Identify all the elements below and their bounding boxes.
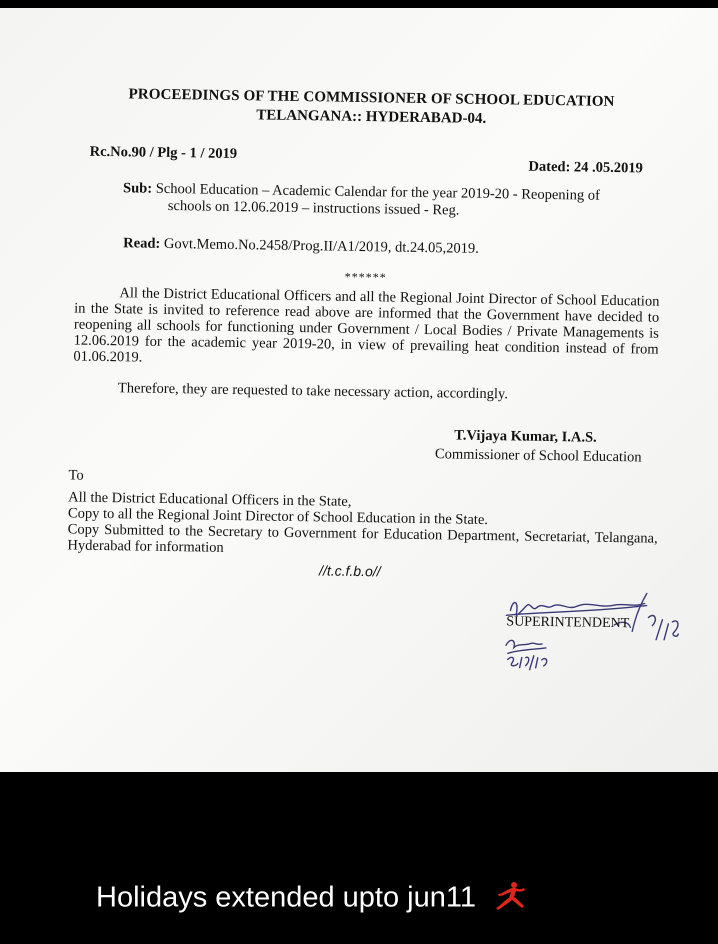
subject-line-1: School Education – Academic Calendar for the year 2019-20 - Reopening of [155,180,600,204]
dancer-icon [492,880,526,918]
therefore-line: Therefore, they are requested to take necessary action, accordingly. [117,380,509,403]
title-line-1: PROCEEDINGS OF THE COMMISSIONER OF SCHOOL EDUCATION [128,86,615,110]
read-block [123,235,479,258]
signatory-name: T.Vijaya Kumar, I.A.S. [454,427,597,446]
separator-stars: ****** [344,269,387,285]
caption-text: Holidays extended upto jun11 [96,881,476,914]
title-line-2: TELANGANA:: HYDERABAD-04. [256,107,487,127]
date-line: Dated: 24 .05.2019 [528,158,644,177]
superintendent-stamp: SUPERINTENDENT [506,614,630,632]
read-reference: Govt.Memo.No.2458/Prog.II/A1/2019, dt.24.05,2019. [163,235,479,257]
subject-block [123,180,668,223]
body-paragraph: All the District Educational Officers and all the Regional Joint Director of School Education in the State is invited to reference read above are informed that the Government have decided to reopening all schools for functioning under Government / Local Bodies / Private Managements is 12.06.2019 for the academic year 2019-20, in view of prevailing heat condition instead of from 01.06.2019. [73,285,660,366]
proceedings-document [0,8,718,772]
tcfbo-mark: //t.c.f.b.o// [319,562,381,580]
recipients-block [67,489,658,562]
reference-number: Rc.No.90 / Plg - 1 / 2019 [89,143,238,163]
recipient-line: All the District Educational Officers in the State, [68,489,352,510]
caption-banner [0,880,718,918]
handwritten-signature-icon [495,585,697,693]
recipient-line: Copy to all the Regional Joint Director of School Education in the State. [67,505,489,529]
subject-label: Sub: [122,180,153,197]
read-label: Read: [123,235,161,252]
signatory-designation: Commissioner of School Education [434,446,642,466]
document-photo [0,8,718,772]
subject-line-2: schools on 12.06.2019 – instructions issued - Reg. [167,197,460,219]
recipient-line: Copy Submitted to the Secretary to Government for Education Department, Secretariat, Telangana, Hyderabad for information [67,521,658,556]
to-label: To [68,467,84,484]
